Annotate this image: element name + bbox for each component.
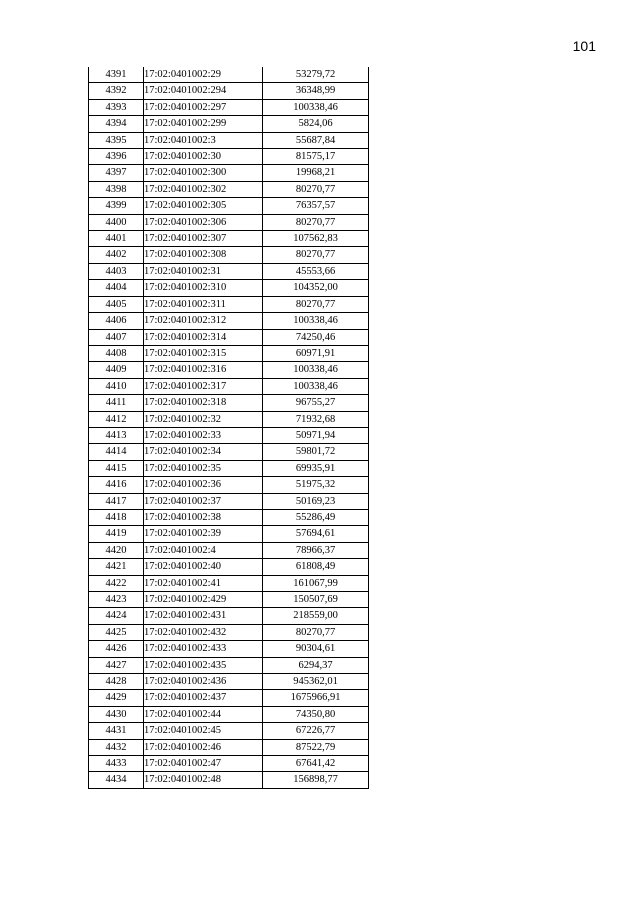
cadastral-number-cell: 17:02:0401002:432 (144, 624, 263, 640)
row-number-cell: 4429 (89, 690, 144, 706)
cadastral-number-cell: 17:02:0401002:4 (144, 542, 263, 558)
row-number-cell: 4410 (89, 378, 144, 394)
cadastral-number-cell: 17:02:0401002:306 (144, 214, 263, 230)
cadastral-number-cell: 17:02:0401002:311 (144, 296, 263, 312)
cadastral-number-cell: 17:02:0401002:36 (144, 477, 263, 493)
table-row (89, 723, 369, 739)
cadastral-number-cell: 17:02:0401002:39 (144, 526, 263, 542)
table-row (89, 214, 369, 230)
cadastral-value-cell: 90304,61 (263, 641, 369, 657)
cadastral-number-cell: 17:02:0401002:318 (144, 395, 263, 411)
cadastral-value-cell: 57694,61 (263, 526, 369, 542)
table-row (89, 280, 369, 296)
cadastral-value-cell: 74250,46 (263, 329, 369, 345)
cadastral-number-cell: 17:02:0401002:3 (144, 132, 263, 148)
cadastral-number-cell: 17:02:0401002:302 (144, 181, 263, 197)
row-number-cell: 4407 (89, 329, 144, 345)
cadastral-number-cell: 17:02:0401002:29 (144, 67, 263, 83)
row-number-cell: 4403 (89, 263, 144, 279)
cadastral-value-cell: 80270,77 (263, 296, 369, 312)
row-number-cell: 4394 (89, 116, 144, 132)
cadastral-number-cell: 17:02:0401002:307 (144, 231, 263, 247)
cadastral-number-cell: 17:02:0401002:429 (144, 592, 263, 608)
table-row (89, 313, 369, 329)
row-number-cell: 4433 (89, 756, 144, 772)
cadastral-value-cell: 50971,94 (263, 427, 369, 443)
cadastral-value-cell: 69935,91 (263, 460, 369, 476)
table-row (89, 477, 369, 493)
cadastral-value-cell: 80270,77 (263, 214, 369, 230)
cadastral-value-cell: 53279,72 (263, 67, 369, 83)
cadastral-value-cell: 60971,91 (263, 345, 369, 361)
row-number-cell: 4417 (89, 493, 144, 509)
table-row (89, 772, 369, 788)
table-row (89, 329, 369, 345)
cadastral-value-cell: 80270,77 (263, 247, 369, 263)
row-number-cell: 4421 (89, 559, 144, 575)
row-number-cell: 4424 (89, 608, 144, 624)
cadastral-number-cell: 17:02:0401002:34 (144, 444, 263, 460)
cadastral-number-cell: 17:02:0401002:317 (144, 378, 263, 394)
cadastral-value-cell: 55286,49 (263, 509, 369, 525)
table-row (89, 378, 369, 394)
cadastral-value-cell: 67641,42 (263, 756, 369, 772)
row-number-cell: 4411 (89, 395, 144, 411)
cadastral-number-cell: 17:02:0401002:314 (144, 329, 263, 345)
cadastral-number-cell: 17:02:0401002:316 (144, 362, 263, 378)
cadastral-number-cell: 17:02:0401002:437 (144, 690, 263, 706)
table-row (89, 395, 369, 411)
cadastral-number-cell: 17:02:0401002:31 (144, 263, 263, 279)
cadastral-number-cell: 17:02:0401002:47 (144, 756, 263, 772)
cadastral-value-cell: 100338,46 (263, 378, 369, 394)
cadastral-number-cell: 17:02:0401002:436 (144, 674, 263, 690)
cadastral-value-cell: 87522,79 (263, 739, 369, 755)
table-row (89, 706, 369, 722)
row-number-cell: 4401 (89, 231, 144, 247)
table-row (89, 756, 369, 772)
cadastral-value-cell: 96755,27 (263, 395, 369, 411)
cadastral-number-cell: 17:02:0401002:308 (144, 247, 263, 263)
table-row (89, 624, 369, 640)
cadastral-value-cell: 5824,06 (263, 116, 369, 132)
table-row (89, 460, 369, 476)
cadastral-value-cell: 1675966,91 (263, 690, 369, 706)
row-number-cell: 4419 (89, 526, 144, 542)
table-row (89, 132, 369, 148)
cadastral-number-cell: 17:02:0401002:35 (144, 460, 263, 476)
row-number-cell: 4431 (89, 723, 144, 739)
cadastral-value-cell: 945362,01 (263, 674, 369, 690)
table-row (89, 149, 369, 165)
cadastral-value-cell: 100338,46 (263, 362, 369, 378)
cadastral-value-cell: 161067,99 (263, 575, 369, 591)
cadastral-value-cell: 71932,68 (263, 411, 369, 427)
row-number-cell: 4395 (89, 132, 144, 148)
row-number-cell: 4404 (89, 280, 144, 296)
row-number-cell: 4405 (89, 296, 144, 312)
cadastral-number-cell: 17:02:0401002:299 (144, 116, 263, 132)
row-number-cell: 4400 (89, 214, 144, 230)
cadastral-number-cell: 17:02:0401002:297 (144, 99, 263, 115)
row-number-cell: 4409 (89, 362, 144, 378)
row-number-cell: 4422 (89, 575, 144, 591)
table-row (89, 509, 369, 525)
table-row (89, 165, 369, 181)
cadastral-number-cell: 17:02:0401002:33 (144, 427, 263, 443)
table-row (89, 231, 369, 247)
cadastral-number-cell: 17:02:0401002:30 (144, 149, 263, 165)
cadastral-value-cell: 36348,99 (263, 83, 369, 99)
row-number-cell: 4427 (89, 657, 144, 673)
row-number-cell: 4423 (89, 592, 144, 608)
row-number-cell: 4430 (89, 706, 144, 722)
table-row (89, 444, 369, 460)
row-number-cell: 4428 (89, 674, 144, 690)
row-number-cell: 4425 (89, 624, 144, 640)
row-number-cell: 4416 (89, 477, 144, 493)
table-row (89, 362, 369, 378)
table-row (89, 739, 369, 755)
table-row (89, 247, 369, 263)
page-number: 101 (572, 38, 596, 54)
cadastral-value-cell: 59801,72 (263, 444, 369, 460)
cadastral-value-cell: 67226,77 (263, 723, 369, 739)
cadastral-value-cell: 6294,37 (263, 657, 369, 673)
table-row (89, 657, 369, 673)
row-number-cell: 4413 (89, 427, 144, 443)
cadastral-value-cell: 19968,21 (263, 165, 369, 181)
table-row (89, 608, 369, 624)
table-row (89, 559, 369, 575)
row-number-cell: 4426 (89, 641, 144, 657)
cadastral-value-cell: 76357,57 (263, 198, 369, 214)
cadastral-number-cell: 17:02:0401002:312 (144, 313, 263, 329)
cadastral-value-cell: 80270,77 (263, 181, 369, 197)
cadastral-number-cell: 17:02:0401002:37 (144, 493, 263, 509)
cadastral-number-cell: 17:02:0401002:300 (144, 165, 263, 181)
row-number-cell: 4408 (89, 345, 144, 361)
table-row (89, 99, 369, 115)
cadastral-number-cell: 17:02:0401002:433 (144, 641, 263, 657)
row-number-cell: 4420 (89, 542, 144, 558)
table-row (89, 526, 369, 542)
table-row (89, 83, 369, 99)
table-row (89, 296, 369, 312)
cadastral-number-cell: 17:02:0401002:431 (144, 608, 263, 624)
cadastral-number-cell: 17:02:0401002:45 (144, 723, 263, 739)
cadastral-number-cell: 17:02:0401002:48 (144, 772, 263, 788)
cadastral-number-cell: 17:02:0401002:40 (144, 559, 263, 575)
table-row (89, 67, 369, 83)
row-number-cell: 4406 (89, 313, 144, 329)
table-row (89, 427, 369, 443)
row-number-cell: 4393 (89, 99, 144, 115)
table-row (89, 411, 369, 427)
table-row (89, 116, 369, 132)
table-row (89, 542, 369, 558)
table-row (89, 263, 369, 279)
cadastral-value-cell: 107562,83 (263, 231, 369, 247)
row-number-cell: 4412 (89, 411, 144, 427)
cadastral-value-cell: 81575,17 (263, 149, 369, 165)
cadastral-value-cell: 100338,46 (263, 99, 369, 115)
table-row (89, 493, 369, 509)
row-number-cell: 4402 (89, 247, 144, 263)
table-row (89, 690, 369, 706)
cadastral-number-cell: 17:02:0401002:435 (144, 657, 263, 673)
cadastral-value-cell: 218559,00 (263, 608, 369, 624)
table-row (89, 592, 369, 608)
row-number-cell: 4432 (89, 739, 144, 755)
row-number-cell: 4399 (89, 198, 144, 214)
row-number-cell: 4434 (89, 772, 144, 788)
row-number-cell: 4418 (89, 509, 144, 525)
cadastral-value-cell: 45553,66 (263, 263, 369, 279)
cadastral-value-cell: 150507,69 (263, 592, 369, 608)
table-row (89, 641, 369, 657)
row-number-cell: 4398 (89, 181, 144, 197)
table-row (89, 198, 369, 214)
table-row (89, 345, 369, 361)
cadastral-number-cell: 17:02:0401002:310 (144, 280, 263, 296)
table-body (89, 67, 369, 788)
table-row (89, 181, 369, 197)
table-row (89, 575, 369, 591)
cadastral-value-cell: 80270,77 (263, 624, 369, 640)
cadastral-value-cell: 61808,49 (263, 559, 369, 575)
cadastral-value-table (88, 67, 369, 789)
row-number-cell: 4392 (89, 83, 144, 99)
cadastral-value-cell: 51975,32 (263, 477, 369, 493)
row-number-cell: 4397 (89, 165, 144, 181)
cadastral-value-cell: 50169,23 (263, 493, 369, 509)
cadastral-value-cell: 78966,37 (263, 542, 369, 558)
table-row (89, 674, 369, 690)
cadastral-number-cell: 17:02:0401002:41 (144, 575, 263, 591)
cadastral-value-cell: 74350,80 (263, 706, 369, 722)
row-number-cell: 4396 (89, 149, 144, 165)
cadastral-value-cell: 100338,46 (263, 313, 369, 329)
cadastral-value-cell: 55687,84 (263, 132, 369, 148)
cadastral-value-cell: 104352,00 (263, 280, 369, 296)
cadastral-number-cell: 17:02:0401002:38 (144, 509, 263, 525)
cadastral-number-cell: 17:02:0401002:44 (144, 706, 263, 722)
row-number-cell: 4414 (89, 444, 144, 460)
cadastral-value-cell: 156898,77 (263, 772, 369, 788)
cadastral-number-cell: 17:02:0401002:294 (144, 83, 263, 99)
cadastral-number-cell: 17:02:0401002:32 (144, 411, 263, 427)
cadastral-number-cell: 17:02:0401002:46 (144, 739, 263, 755)
row-number-cell: 4391 (89, 67, 144, 83)
cadastral-number-cell: 17:02:0401002:305 (144, 198, 263, 214)
row-number-cell: 4415 (89, 460, 144, 476)
cadastral-number-cell: 17:02:0401002:315 (144, 345, 263, 361)
